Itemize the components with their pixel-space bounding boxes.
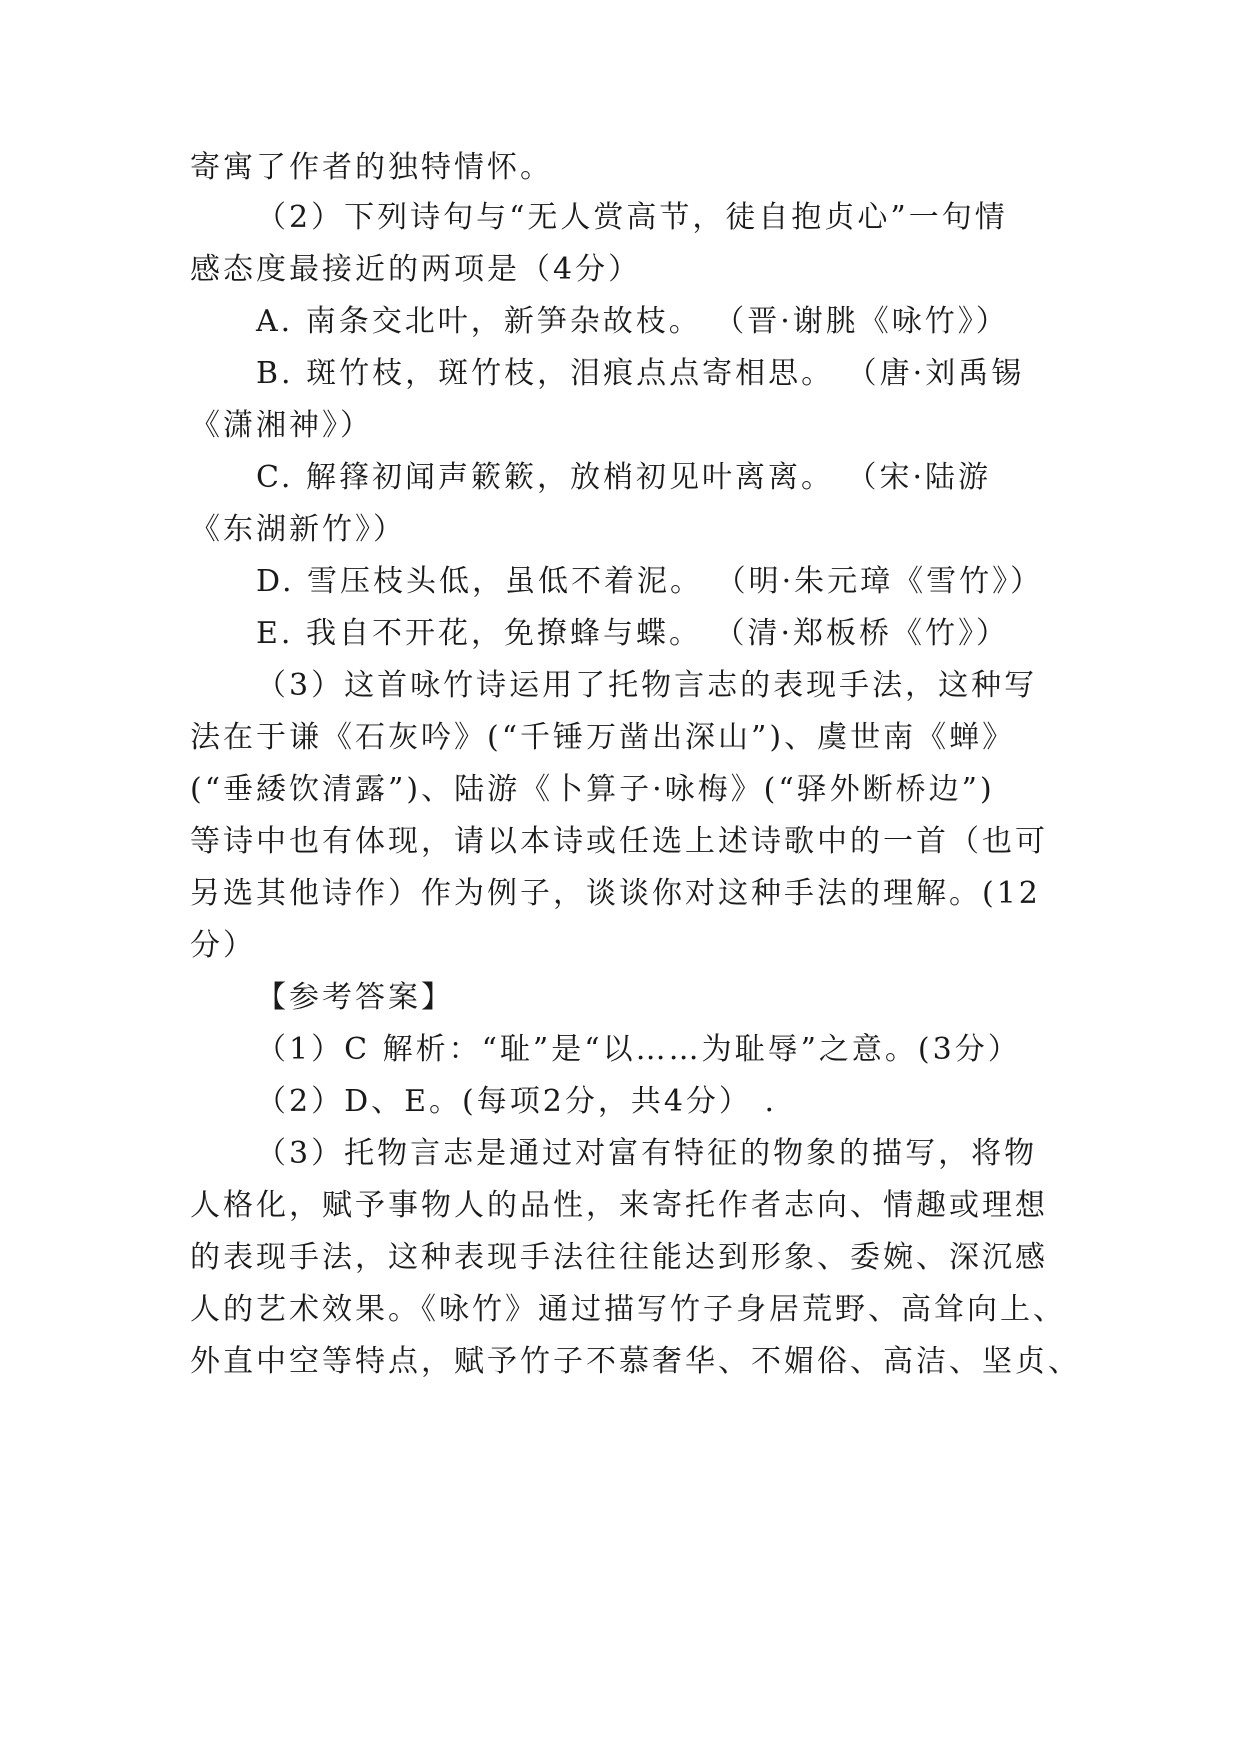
text-line: 另选其他诗作）作为例子，谈谈你对这种手法的理解。(12 bbox=[190, 876, 1041, 911]
answer-line: 人格化，赋予事物人的品性，来寄托作者志向、情趣或理想 bbox=[190, 1188, 1048, 1223]
answer-line: （3）托物言志是通过对富有特征的物象的描写，将物 bbox=[256, 1136, 1038, 1171]
text-line: 法在于谦《石灰吟》(“千锤万凿出深山”)、虞世南《蝉》 bbox=[190, 720, 1016, 755]
option-e: E. 我自不开花，免撩蜂与蝶。 （清·郑板桥《竹》） bbox=[256, 616, 1010, 651]
answer-line: 人的艺术效果。《咏竹》通过描写竹子身居荒野、高耸向上、 bbox=[190, 1292, 1066, 1327]
text-line: 《东湖新竹》） bbox=[190, 512, 406, 547]
answer-heading: 【参考答案】 bbox=[256, 980, 454, 1015]
text-line: 寄寓了作者的独特情怀。 bbox=[190, 150, 553, 185]
option-c: C. 解箨初闻声簌簌，放梢初见叶离离。 （宋·陆游 bbox=[256, 460, 992, 495]
text-line: （2）下列诗句与“无人赏高节，徒自抱贞心”一句情 bbox=[256, 200, 1008, 235]
answer-line: 外直中空等特点，赋予竹子不慕奢华、不媚俗、高洁、坚贞、 bbox=[190, 1344, 1081, 1379]
answer-line: （1）C 解析：“耻”是“以……为耻辱”之意。(3分） bbox=[256, 1032, 1021, 1067]
option-d: D. 雪压枝头低，虽低不着泥。 （明·朱元璋《雪竹》） bbox=[256, 564, 1044, 599]
option-a: A. 南条交北叶，新笋杂故枝。 （晋·谢朓《咏竹》） bbox=[256, 304, 1009, 339]
answer-line: 的表现手法，这种表现手法往往能达到形象、委婉、深沉感 bbox=[190, 1240, 1048, 1275]
text-line: 感态度最接近的两项是（4分） bbox=[190, 252, 642, 287]
text-line: （3）这首咏竹诗运用了托物言志的表现手法，这种写 bbox=[256, 668, 1038, 703]
option-b: B. 斑竹枝，斑竹枝，泪痕点点寄相思。 （唐·刘禹锡 bbox=[256, 356, 1025, 391]
text-line: 分） bbox=[190, 928, 256, 963]
text-line: 等诗中也有体现，请以本诗或任选上述诗歌中的一首（也可 bbox=[190, 824, 1048, 859]
answer-line: （2）D、E。(每项2分，共4分） . bbox=[256, 1084, 777, 1119]
text-line: (“垂緌饮清露”)、陆游《卜算子·咏梅》(“驿外断桥边”) bbox=[190, 772, 995, 807]
text-line: 《潇湘神》） bbox=[190, 408, 373, 443]
